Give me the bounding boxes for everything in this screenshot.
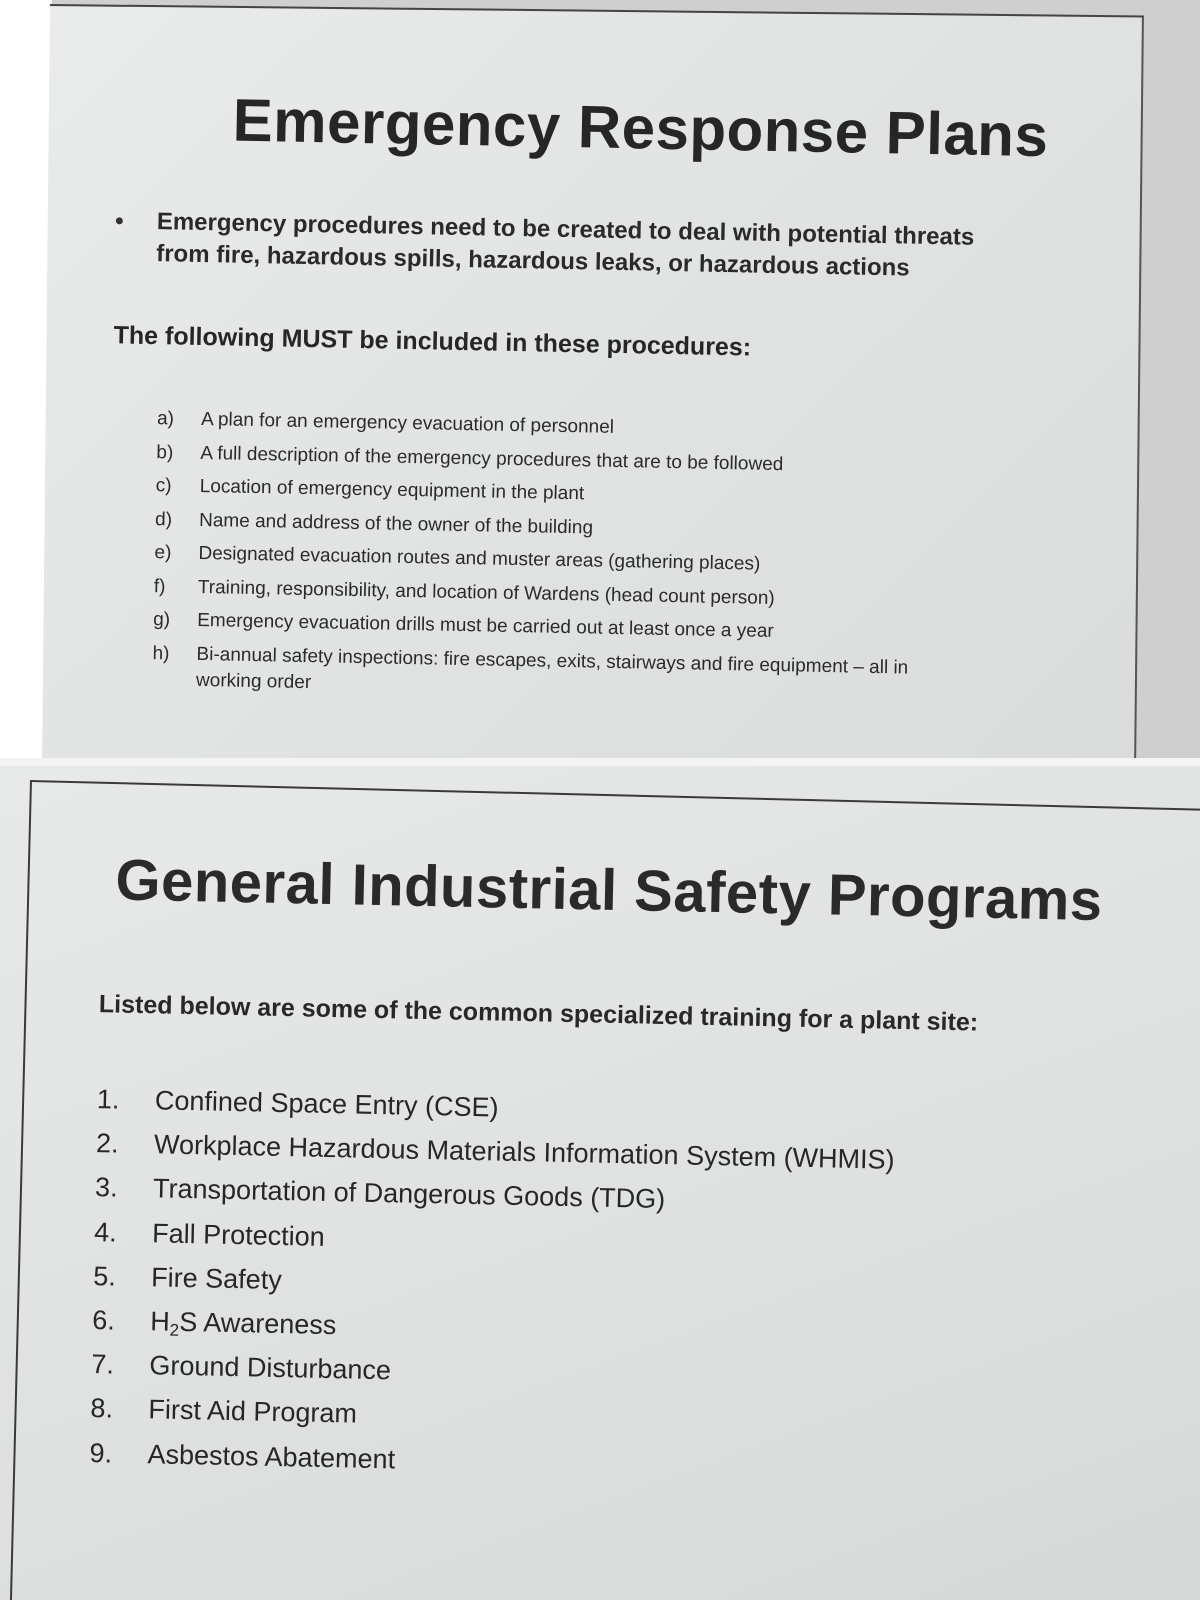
list-item-text: Asbestos Abatement (147, 1438, 396, 1474)
list-marker: g) (152, 609, 171, 631)
list-item (152, 641, 973, 709)
list-item-text: Emergency evacuation drills must be carried out at least once a year (196, 609, 774, 643)
list-marker: 1. (96, 1084, 120, 1115)
list-item (89, 1436, 990, 1489)
list-marker: f) (153, 575, 166, 597)
list-item (96, 1126, 997, 1179)
list-marker: c) (155, 475, 172, 497)
emergency-requirements-list (152, 406, 977, 716)
list-marker: b) (156, 441, 174, 463)
list-item-text: Designated evacuation routes and muster areas (gathering places) (198, 542, 761, 575)
list-marker: 9. (89, 1437, 113, 1468)
list-marker: a) (156, 408, 175, 430)
bullet-dot-icon (116, 217, 123, 224)
list-marker: 7. (91, 1349, 115, 1380)
list-item-text: Training, responsibility, and location of Wardens (head count person) (197, 576, 775, 609)
emergency-intro: The following MUST be included in these procedures: (113, 321, 752, 362)
list-item-text: Transportation of Dangerous Goods (TDG) (152, 1173, 666, 1215)
list-marker: 2. (95, 1128, 119, 1159)
safety-slide (0, 762, 1200, 1600)
list-item-text (150, 1304, 337, 1342)
list-item (95, 1170, 996, 1223)
emergency-bullet-text: Emergency procedures need to be created to deal with potential threats from fire, hazardous spills, hazardous leaks, or hazardous actions (155, 208, 975, 282)
list-item (92, 1303, 993, 1356)
list-marker: 8. (90, 1393, 114, 1424)
list-item-text: Bi-annual safety inspections: fire escapes, exits, stairways and fire equipment – all in working order (195, 643, 909, 693)
h2s-subscript: 2 (169, 1320, 180, 1340)
list-item (90, 1391, 991, 1444)
list-marker: e) (154, 542, 172, 564)
h2s-prefix: H (150, 1306, 171, 1337)
list-marker: 4. (93, 1216, 118, 1248)
list-marker: 6. (92, 1304, 116, 1336)
h2s-suffix: S Awareness (178, 1306, 337, 1341)
list-marker: d) (154, 508, 173, 530)
list-item (97, 1082, 998, 1135)
list-item (94, 1215, 995, 1268)
list-item-text: Name and address of the owner of the building (198, 509, 594, 539)
list-item-text: Workplace Hazardous Materials Information System (WHMIS) (153, 1129, 895, 1176)
list-item-text: A plan for an emergency evacuation of personnel (200, 408, 615, 438)
emergency-bullet (115, 205, 1036, 287)
list-item (93, 1259, 994, 1312)
safety-slide-title: General Industrial Safety Programs (114, 847, 1104, 934)
training-programs-list (89, 1082, 997, 1498)
list-item-text: Confined Space Entry (CSE) (154, 1085, 499, 1123)
emergency-slide (35, 4, 1149, 781)
list-item-text: First Aid Program (148, 1394, 358, 1429)
list-marker: 5. (92, 1260, 117, 1292)
safety-intro: Listed below are some of the common specialized training for a plant site: (98, 990, 979, 1037)
list-item-text: Location of emergency equipment in the plant (199, 475, 585, 505)
list-item-text: Ground Disturbance (149, 1350, 392, 1386)
list-item-text: Fall Protection (151, 1217, 326, 1252)
list-marker: h) (152, 642, 170, 664)
list-marker: 3. (94, 1172, 118, 1203)
emergency-slide-title: Emergency Response Plans (232, 86, 1049, 170)
list-item-text: Fire Safety (150, 1262, 283, 1295)
list-item (91, 1347, 992, 1400)
list-item-text: A full description of the emergency procedures that are to be followed (200, 442, 784, 475)
